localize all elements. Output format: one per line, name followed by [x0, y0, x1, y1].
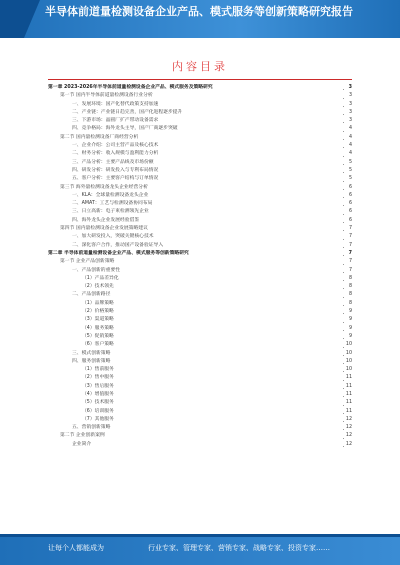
toc-entry-label: 四、研发分析：研发投入与专利布局情况 — [72, 167, 159, 173]
toc-entry[interactable] — [48, 283, 352, 291]
toc-entry-label-wrap — [72, 441, 342, 449]
toc-entry-page: 3 — [344, 101, 352, 109]
toc-entry-page: 6 — [344, 200, 352, 208]
toc-entry-page: 11 — [344, 383, 352, 391]
toc-entry-label-wrap — [82, 391, 342, 399]
toc-entry-label: （1）售前服务 — [82, 367, 114, 373]
toc-entry-label: 二、AMAT：工艺与检测设备协同布局 — [72, 201, 153, 207]
toc-entry-page: 4 — [344, 142, 352, 150]
toc-entry-label-wrap — [60, 432, 342, 440]
toc-heading: 内容目录 — [172, 60, 228, 73]
toc-entry-page: 7 — [344, 225, 352, 233]
toc-entry-label: 一、企业介绍：公司主营产品及核心技术 — [72, 143, 159, 149]
toc-entry[interactable] — [48, 117, 352, 125]
toc-entry-label: 三、模式创新策略 — [72, 350, 111, 356]
toc-entry-page: 7 — [344, 258, 352, 266]
footer-slogan: 让每个人都能成为 — [48, 544, 104, 552]
toc-entry-label: 一、产品创新的重要性 — [72, 267, 120, 273]
toc-entry[interactable] — [48, 316, 352, 324]
toc-entry-label-wrap — [82, 308, 342, 316]
toc-entry-label: 一、发展环境：国产化替代政策支持加速 — [72, 101, 159, 107]
toc-entry-label-wrap — [60, 258, 342, 266]
toc-entry[interactable] — [48, 242, 352, 250]
toc-entry-label-wrap — [72, 175, 342, 183]
toc-entry-label-wrap — [82, 325, 342, 333]
toc-entry-label-wrap — [82, 300, 342, 308]
toc-entry-label-wrap — [60, 134, 342, 142]
toc-entry-label-wrap — [82, 333, 342, 341]
toc-entry-label: 五、营销创新策略 — [72, 425, 111, 431]
toc-entry[interactable] — [48, 92, 352, 100]
toc-entry-page: 6 — [344, 208, 352, 216]
toc-entry-label: 一、加大研发投入，突破关键核心技术 — [72, 234, 154, 240]
toc-entry[interactable] — [48, 134, 352, 142]
toc-entry[interactable] — [48, 424, 352, 432]
toc-entry[interactable] — [48, 142, 352, 150]
toc-entry-page: 5 — [344, 167, 352, 175]
toc-entry[interactable] — [48, 101, 352, 109]
toc-entry-page: 12 — [344, 424, 352, 432]
toc-entry-label: 第二节 国内量检测设备厂商经营分析 — [60, 134, 139, 140]
toc-entry[interactable] — [48, 267, 352, 275]
toc-entry-label-wrap — [72, 242, 342, 250]
toc-entry-page: 12 — [344, 416, 352, 424]
toc-entry[interactable] — [48, 84, 352, 92]
toc-entry-label: 第四节 国内量检测设备企业发展策略建议 — [60, 226, 148, 232]
toc-entry-label: 四、竞争格局：海外龙头主导，国产厂商逐步突破 — [72, 126, 178, 132]
toc-entry-page: 6 — [344, 192, 352, 200]
toc-entry-label: 二、产业链：产业链日趋完善，国产化进程逐步提升 — [72, 109, 183, 115]
toc-entry-label-wrap — [72, 291, 342, 299]
toc-entry[interactable] — [48, 374, 352, 382]
toc-entry-page: 8 — [344, 300, 352, 308]
toc-entry-label: （6）客户策略 — [82, 342, 114, 348]
toc-entry[interactable] — [48, 159, 352, 167]
toc-entry-page: 12 — [344, 441, 352, 449]
header-accent — [0, 0, 40, 38]
toc-entry-label: （1）产品差异化 — [82, 275, 119, 281]
toc-entry-label-wrap — [72, 101, 342, 109]
report-title: 半导体前道量检测设备企业产品、模式服务等创新策略研究报告 — [45, 5, 353, 18]
toc-entry[interactable] — [48, 217, 352, 225]
toc-entry-label: （1）品牌策略 — [82, 300, 114, 306]
toc-entry-label-wrap — [82, 366, 342, 374]
toc-entry-label: 二、深化客户合作，推动国产设备验证导入 — [72, 242, 164, 248]
footer-stripe — [0, 534, 400, 537]
toc-entry-label-wrap — [72, 142, 342, 150]
toc-entry-page: 9 — [344, 325, 352, 333]
toc-entry-label-wrap — [72, 200, 342, 208]
toc-entry-label-wrap — [72, 109, 342, 117]
toc-entry-label-wrap — [82, 383, 342, 391]
toc-entry[interactable] — [48, 416, 352, 424]
toc-entry-label: 五、客户分析：主要客户结构与订单情况 — [72, 176, 159, 182]
toc-entry-page: 5 — [344, 159, 352, 167]
toc-entry[interactable] — [48, 399, 352, 407]
toc-entry-page: 10 — [344, 366, 352, 374]
toc-entry-label: （4）服务策略 — [82, 325, 114, 331]
table-of-contents — [48, 84, 352, 449]
toc-entry-label-wrap — [60, 184, 342, 192]
toc-entry-label: 三、下游市场：晶圆厂扩产带动设备需求 — [72, 118, 159, 124]
toc-entry[interactable] — [48, 192, 352, 200]
toc-entry-label: 第一节 企业产品创新策略 — [60, 259, 115, 265]
toc-entry[interactable] — [48, 441, 352, 449]
toc-entry-label-wrap — [72, 117, 342, 125]
toc-entry[interactable] — [48, 125, 352, 133]
toc-entry-label: 第二节 企业创新案例 — [60, 433, 105, 439]
toc-entry[interactable] — [48, 258, 352, 266]
toc-entry-label-wrap — [82, 275, 342, 283]
toc-entry-page: 8 — [344, 283, 352, 291]
toc-entry-page: 12 — [344, 432, 352, 440]
toc-entry-page: 7 — [344, 250, 352, 258]
toc-entry-page: 3 — [344, 92, 352, 100]
toc-entry-label: （2）售中服务 — [82, 375, 114, 381]
toc-entry-page: 11 — [344, 408, 352, 416]
toc-entry-label-wrap — [72, 150, 342, 158]
toc-entry-page: 4 — [344, 125, 352, 133]
toc-entry-label: 二、产品创新路径 — [72, 292, 111, 298]
toc-entry[interactable] — [48, 325, 352, 333]
toc-entry-label: （2）价格策略 — [82, 309, 114, 315]
toc-entry-page: 4 — [344, 150, 352, 158]
toc-entry[interactable] — [48, 350, 352, 358]
toc-entry-label-wrap — [72, 424, 342, 432]
toc-entry-label: 四、海外龙头企业发展经验借鉴 — [72, 217, 140, 223]
toc-entry-label: （4）增值服务 — [82, 391, 114, 397]
toc-entry-label: 企业简介 — [72, 441, 92, 447]
toc-entry-label-wrap — [82, 316, 342, 324]
toc-entry-label: （3）售后服务 — [82, 383, 114, 389]
toc-entry-label: 二、财务分析：收入规模与盈利能力分析 — [72, 151, 159, 157]
toc-entry[interactable] — [48, 233, 352, 241]
toc-entry-label-wrap — [60, 92, 342, 100]
toc-entry-label: 四、服务创新策略 — [72, 358, 111, 364]
toc-entry-label: （6）培训服务 — [82, 408, 114, 414]
toc-entry-label-wrap — [82, 399, 342, 407]
toc-entry-label-wrap — [60, 225, 342, 233]
toc-entry-page: 7 — [344, 242, 352, 250]
toc-entry-label-wrap — [72, 159, 342, 167]
toc-entry-label: 三、产品分析：主要产品线及市场份额 — [72, 159, 154, 165]
toc-entry-label: （3）渠道策略 — [82, 317, 114, 323]
toc-entry[interactable] — [48, 291, 352, 299]
toc-entry-label-wrap — [82, 416, 342, 424]
toc-entry[interactable] — [48, 308, 352, 316]
toc-entry-label-wrap — [82, 283, 342, 291]
toc-entry-page: 9 — [344, 333, 352, 341]
toc-entry-page: 3 — [344, 109, 352, 117]
toc-entry-label: 三、日立高新：电子束检测领先企业 — [72, 209, 149, 215]
toc-entry[interactable] — [48, 300, 352, 308]
toc-entry-page: 11 — [344, 399, 352, 407]
toc-entry-label-wrap — [72, 233, 342, 241]
toc-entry-label-wrap — [48, 250, 342, 258]
toc-entry[interactable] — [48, 250, 352, 258]
toc-entry-label-wrap — [72, 217, 342, 225]
toc-entry-page: 11 — [344, 391, 352, 399]
toc-entry-page: 8 — [344, 291, 352, 299]
toc-entry[interactable] — [48, 432, 352, 440]
toc-entry-label: 第一节 国内半导体前道量检测设备行业分析 — [60, 93, 153, 99]
toc-entry-page: 3 — [344, 117, 352, 125]
toc-entry[interactable] — [48, 358, 352, 366]
toc-entry-page: 6 — [344, 184, 352, 192]
toc-entry[interactable] — [48, 175, 352, 183]
toc-entry[interactable] — [48, 408, 352, 416]
toc-entry-page: 5 — [344, 175, 352, 183]
toc-entry-page: 9 — [344, 308, 352, 316]
toc-entry-page: 6 — [344, 217, 352, 225]
toc-entry-label: 第二章 半导体前道量检测设备企业产品、模式服务等创新策略研究 — [48, 250, 189, 256]
toc-entry-label-wrap — [72, 350, 342, 358]
toc-entry-label-wrap — [72, 125, 342, 133]
toc-entry-label: （2）技术领先 — [82, 284, 114, 290]
toc-entry[interactable] — [48, 383, 352, 391]
toc-entry-page: 9 — [344, 316, 352, 324]
toc-entry[interactable] — [48, 184, 352, 192]
toc-entry-page: 3 — [344, 84, 352, 92]
toc-entry-page: 10 — [344, 358, 352, 366]
toc-entry-label-wrap — [72, 267, 342, 275]
toc-entry[interactable] — [48, 333, 352, 341]
toc-entry-label: （5）促销策略 — [82, 333, 114, 339]
toc-entry-label-wrap — [72, 358, 342, 366]
toc-entry-label-wrap — [48, 84, 342, 92]
toc-entry-page: 10 — [344, 350, 352, 358]
toc-entry[interactable] — [48, 341, 352, 349]
toc-entry[interactable] — [48, 167, 352, 175]
toc-entry-label: （7）其他服务 — [82, 416, 114, 422]
toc-entry[interactable] — [48, 208, 352, 216]
toc-entry-label-wrap — [82, 374, 342, 382]
toc-entry-page: 7 — [344, 267, 352, 275]
toc-entry-label: 第三节 海外量检测设备龙头企业经营分析 — [60, 184, 148, 190]
toc-entry[interactable] — [48, 275, 352, 283]
toc-entry-page: 8 — [344, 275, 352, 283]
toc-entry[interactable] — [48, 109, 352, 117]
toc-entry[interactable] — [48, 150, 352, 158]
toc-entry-label-wrap — [72, 167, 342, 175]
toc-entry-label: 第一章 2023-2026年半导体前道量检测设备企业产品、模式服务及策略研究 — [48, 85, 213, 90]
toc-entry[interactable] — [48, 200, 352, 208]
footer-roles: 行业专家、管理专家、营销专家、战略专家、投资专家…… — [148, 544, 330, 552]
toc-entry-page: 11 — [344, 374, 352, 382]
toc-entry-page: 7 — [344, 233, 352, 241]
toc-divider — [48, 79, 352, 80]
toc-entry-label-wrap — [72, 208, 342, 216]
toc-entry[interactable] — [48, 366, 352, 374]
toc-entry[interactable] — [48, 225, 352, 233]
toc-entry-label: （5）技术服务 — [82, 400, 114, 406]
toc-entry[interactable] — [48, 391, 352, 399]
toc-entry-label-wrap — [82, 341, 342, 349]
toc-entry-page: 4 — [344, 134, 352, 142]
toc-entry-label: 一、KLA：全球量检测设备龙头企业 — [72, 192, 149, 198]
toc-entry-page: 10 — [344, 341, 352, 349]
toc-entry-label-wrap — [82, 408, 342, 416]
toc-entry-label-wrap — [72, 192, 342, 200]
